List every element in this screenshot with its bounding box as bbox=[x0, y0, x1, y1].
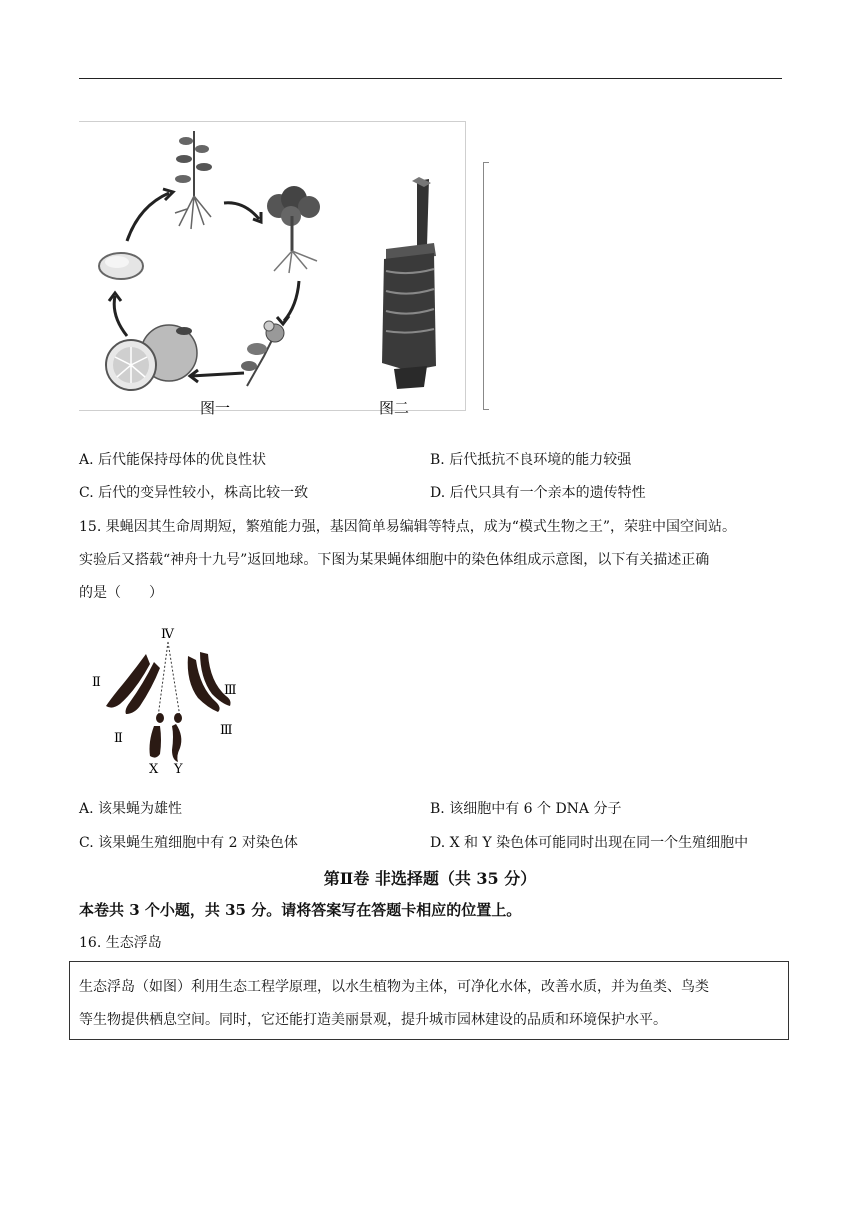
q15-option-d: D. X 和 Y 染色体可能同时出现在同一个生殖细胞中 bbox=[430, 835, 749, 851]
tree-icon bbox=[267, 186, 320, 273]
q14-option-c: C. 后代的变异性较小，株高比较一致 bbox=[79, 485, 309, 501]
q15-text-line3: 的是（ ） bbox=[79, 585, 163, 601]
section-2-instruction: 本卷共 3 个小题，共 35 分。请将答案写在答题卡相应的位置上。 bbox=[79, 901, 522, 919]
plant-lifecycle-figure bbox=[79, 121, 479, 421]
label-iii-top: Ⅲ bbox=[224, 683, 237, 698]
q14-option-b: B. 后代抵抗不良环境的能力较强 bbox=[430, 452, 632, 468]
header-rule bbox=[79, 78, 782, 79]
q14-option-d: D. 后代只具有一个亲本的遗传特性 bbox=[430, 485, 646, 501]
section-2-title: 第Ⅱ卷 非选择题（共 35 分） bbox=[323, 869, 537, 888]
orange-fruit-icon bbox=[106, 325, 197, 390]
label-y: Y bbox=[174, 762, 183, 777]
q16-title: 16. 生态浮岛 bbox=[79, 935, 162, 951]
seed-icon bbox=[99, 253, 143, 279]
chromosome-iv-2 bbox=[174, 713, 182, 723]
chromosome-y bbox=[172, 724, 181, 762]
q16-box-line2: 等生物提供栖息空间。同时，它还能打造美丽景观，提升城市园林建设的品质和环境保护水平。 bbox=[79, 1012, 667, 1028]
label-iv: Ⅳ bbox=[161, 627, 174, 642]
flower-branch-icon bbox=[241, 321, 284, 386]
q15-text-line2: 实验后又搭载“神舟十九号”返回地球。下图为某果蝇体细胞中的染色体组成示意图，以下有关描述正确 bbox=[79, 552, 710, 568]
q15-option-a: A. 该果蝇为雄性 bbox=[79, 801, 183, 817]
chromosome-x bbox=[150, 726, 162, 758]
chromosome-diagram bbox=[88, 622, 248, 778]
seedling-icon bbox=[175, 131, 212, 229]
figure-2-label: 图二 bbox=[379, 399, 410, 417]
q15-option-c: C. 该果蝇生殖细胞中有 2 对染色体 bbox=[79, 835, 298, 851]
q15-text-line1: 15. 果蝇因其生命周期短，繁殖能力强，基因简单易编辑等特点，成为“模式生物之王”，荣驻中国空间站。 bbox=[79, 519, 737, 535]
girdled-stem-icon bbox=[382, 177, 436, 389]
chromosome-iv-1 bbox=[156, 713, 164, 723]
label-x: X bbox=[149, 762, 159, 777]
figure-1-label: 图一 bbox=[200, 399, 231, 417]
label-ii-top: Ⅱ bbox=[92, 675, 101, 690]
label-iii-bottom: Ⅲ bbox=[220, 723, 233, 738]
q16-info-box bbox=[69, 961, 789, 1040]
q15-option-b: B. 该细胞中有 6 个 DNA 分子 bbox=[430, 801, 622, 817]
figure-bracket bbox=[483, 162, 489, 410]
q14-option-a: A. 后代能保持母体的优良性状 bbox=[79, 452, 267, 468]
label-ii-bottom: Ⅱ bbox=[114, 731, 123, 746]
q16-box-line1: 生态浮岛（如图）利用生态工程学原理，以水生植物为主体，可净化水体，改善水质，并为鱼类、鸟类 bbox=[79, 979, 709, 995]
